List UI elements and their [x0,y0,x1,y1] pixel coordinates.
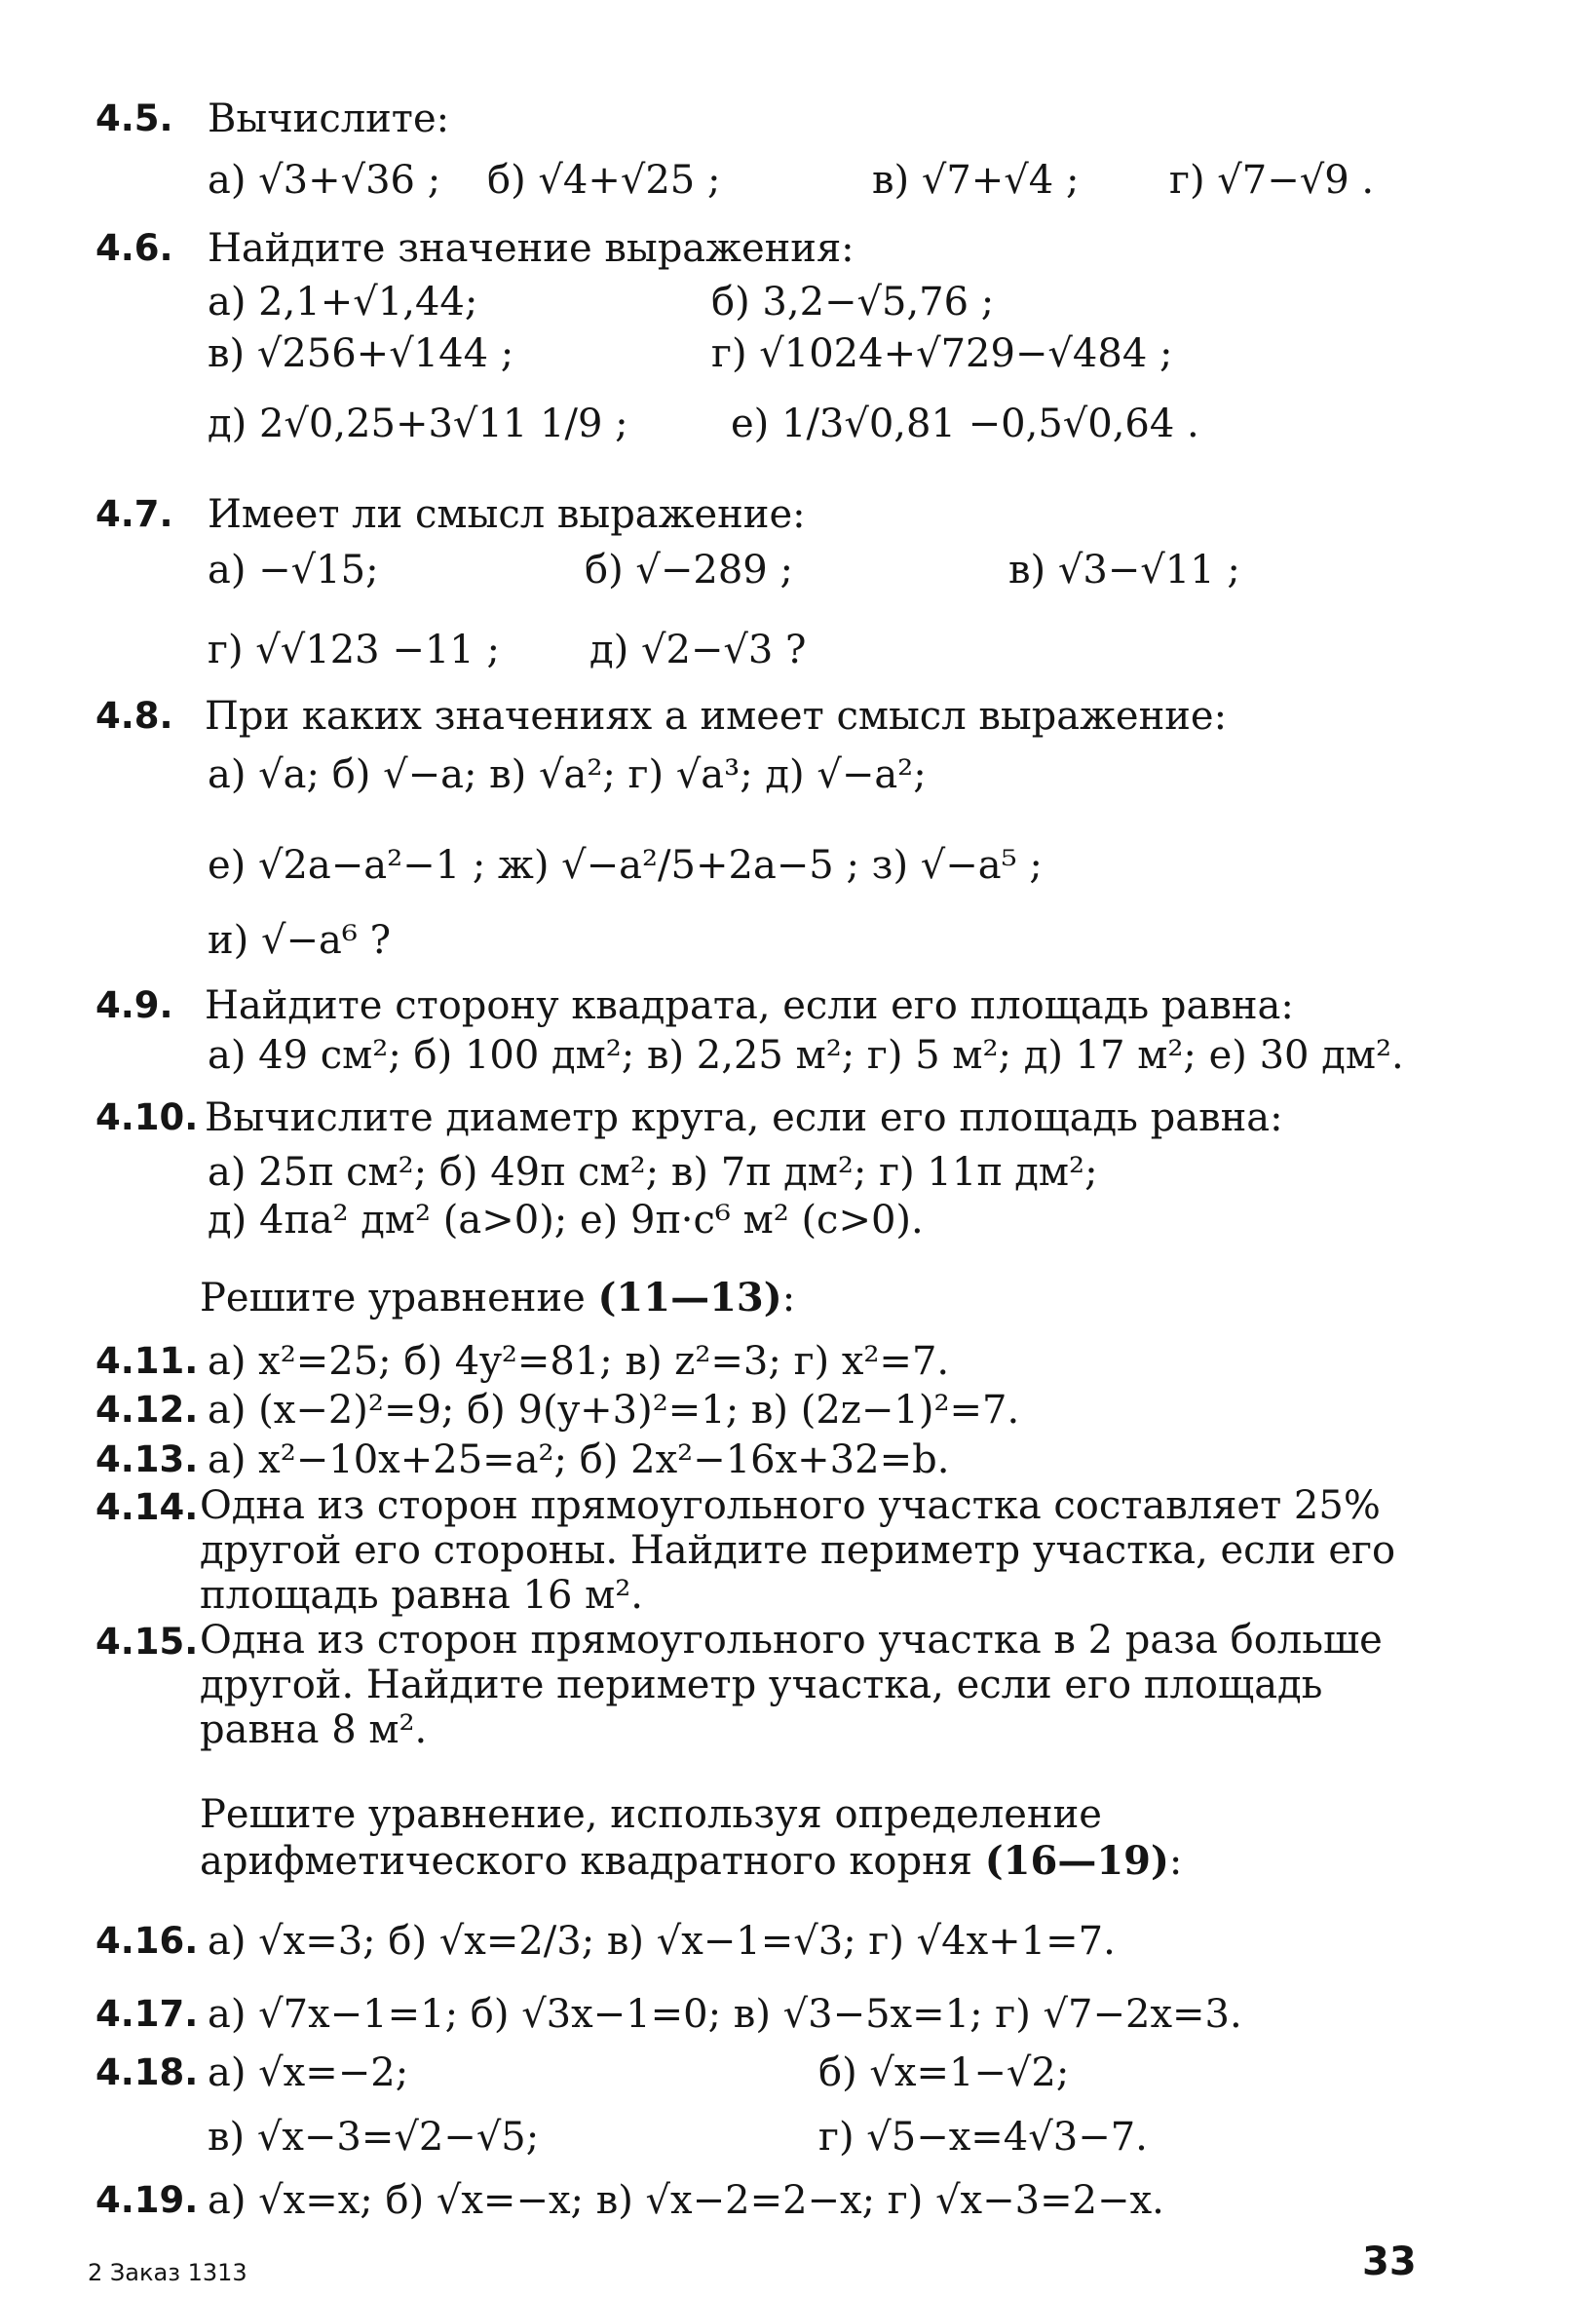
item-e: д) √2−√3 ? [589,628,807,672]
item-d: г) √7−√9 . [1169,158,1375,203]
items-a-to-g: а) 25π см²; б) 49π см²; в) 7π дм²; г) 11π дм²; [208,1150,1098,1195]
problem-number: 4.19. [95,2179,199,2221]
problem-4-6-line3 [0,400,1596,448]
problem-title: Найдите значение выражения: [208,226,855,271]
problem-4-18-line1 [0,2048,1596,2097]
problem-number: 4.7. [95,493,173,535]
problem-4-11 [0,1337,1596,1386]
problem-4-16 [0,1917,1596,1966]
item-a: а) √x=−2; [208,2050,409,2095]
problem-4-7-line2 [0,626,1596,674]
problem-number: 4.6. [95,227,173,269]
problem-4-7-title-row [0,490,1596,539]
item-f: е) 1/3√0,81 −0,5√0,64 . [731,402,1199,446]
problem-text: а) x²=25; б) 4y²=81; в) z²=3; г) x²=7. [208,1339,950,1384]
problem-text: а) √7x−1=1; б) √3x−1=0; в) √3−5x=1; г) √7−2x=3. [208,1992,1242,2037]
items: а) 49 см²; б) 100 дм²; в) 2,25 м²; г) 5 м²; д) 17 м²; е) 30 дм². [208,1033,1404,1078]
problem-4-9-line1 [0,1031,1596,1080]
problem-title: Вычислите диаметр круга, если его площадь равна: [205,1095,1283,1140]
problem-number: 4.16. [95,1920,199,1962]
item-d: г) √1024+√729−√484 ; [711,331,1173,376]
problem-number: 4.17. [95,1993,199,2035]
items-a-to-e: а) √a; б) √−a; в) √a²; г) √a³; д) √−a²; [208,752,927,797]
item-b: б) √4+√25 ; [487,158,721,203]
problem-4-10-line2 [0,1196,1596,1244]
section-heading-16-19 [200,1791,1418,1885]
problem-number: 4.15. [95,1621,199,1663]
problem-4-9-title-row [0,981,1596,1030]
problem-title: Вычислите: [208,96,450,141]
item-d: г) √5−x=4√3−7. [818,2115,1148,2160]
problem-4-8-title-row [0,692,1596,741]
problem-4-10-title-row [0,1093,1596,1142]
problem-title: Имеет ли смысл выражение: [208,492,806,537]
item-b: б) 3,2−√5,76 ; [711,280,995,325]
problem-4-13 [0,1436,1596,1484]
heading-text: Решите уравнение, используя определение арифметического квадратного корня [200,1792,1102,1884]
problem-4-8-line1 [0,750,1596,799]
item-c: в) √3−√11 ; [1008,548,1240,593]
problem-4-6-line1 [0,278,1596,326]
problem-4-8-line3 [0,916,1596,965]
problem-number: 4.18. [95,2051,199,2093]
problem-text: а) x²−10x+25=a²; б) 2x²−16x+32=b. [208,1437,950,1482]
problem-number: 4.8. [95,695,173,737]
problem-4-5-items [0,156,1596,205]
problem-4-14-text: Одна из сторон прямоугольного участка составляет 25% другой его стороны. Найдите периметр участка, если его площадь равна 16 м². [200,1483,1396,1618]
problem-4-15-text: Одна из сторон прямоугольного участка в 2 раза больше другой. Найдите периметр участка, если его площадь равна 8 м². [200,1618,1383,1752]
item-b: б) √−289 ; [585,548,793,593]
item-i: и) √−a⁶ ? [208,918,392,963]
problem-text: а) (x−2)²=9; б) 9(y+3)²=1; в) (2z−1)²=7. [208,1388,1020,1433]
item-a: а) √3+√36 ; [208,158,441,203]
heading-colon: : [1168,1839,1183,1884]
items-d-to-e: д) 4πa² дм² (a>0); е) 9π·c⁶ м² (c>0). [208,1198,924,1243]
problem-number: 4.13. [95,1438,199,1480]
problem-text: а) √x=3; б) √x=2/3; в) √x−1=√3; г) √4x+1=7. [208,1919,1116,1964]
problem-text: а) √x=x; б) √x=−x; в) √x−2=2−x; г) √x−3=2−x. [208,2178,1164,2223]
problem-number: 4.9. [95,984,173,1026]
item-c: в) √7+√4 ; [872,158,1080,203]
problem-number: 4.12. [95,1389,199,1431]
item-c: в) √x−3=√2−√5; [208,2115,540,2160]
heading-colon: : [781,1276,796,1321]
problem-number: 4.10. [95,1096,199,1138]
problem-title: При каких значениях a имеет смысл выражение: [205,694,1228,739]
heading-range: (16—19) [984,1838,1169,1884]
items-e-to-z: е) √2a−a²−1 ; ж) √−a²/5+2a−5 ; з) √−a⁵ ; [208,843,1043,888]
item-b: б) √x=1−√2; [818,2050,1070,2095]
problem-4-5-title-row [0,95,1596,143]
item-c: в) √256+√144 ; [208,331,514,376]
problem-4-10-line1 [0,1148,1596,1197]
heading-text: Решите уравнение [200,1276,598,1321]
problem-4-8-line2 [0,841,1596,890]
problem-number: 4.5. [95,97,173,139]
section-heading-11-13 [200,1274,795,1322]
heading-range: (11—13) [597,1275,782,1321]
problem-4-6-line2 [0,329,1596,378]
problem-4-12 [0,1386,1596,1435]
problem-4-19 [0,2176,1596,2225]
item-a: а) 2,1+√1,44; [208,280,478,325]
problem-number: 4.14. [95,1486,199,1528]
problem-title: Найдите сторону квадрата, если его площадь равна: [205,983,1294,1028]
problem-4-17 [0,1990,1596,2039]
problem-4-6-title-row [0,224,1596,273]
problem-4-18-line2 [0,2113,1596,2162]
item-a: а) −√15; [208,548,379,593]
item-e: д) 2√0,25+3√11 1/9 ; [208,402,628,446]
print-order-note: 2 Заказ 1313 [88,2259,247,2286]
page-number: 33 [1362,2240,1417,2284]
problem-4-7-line1 [0,546,1596,594]
item-d: г) √√123 −11 ; [208,628,500,672]
problem-number: 4.11. [95,1340,199,1382]
